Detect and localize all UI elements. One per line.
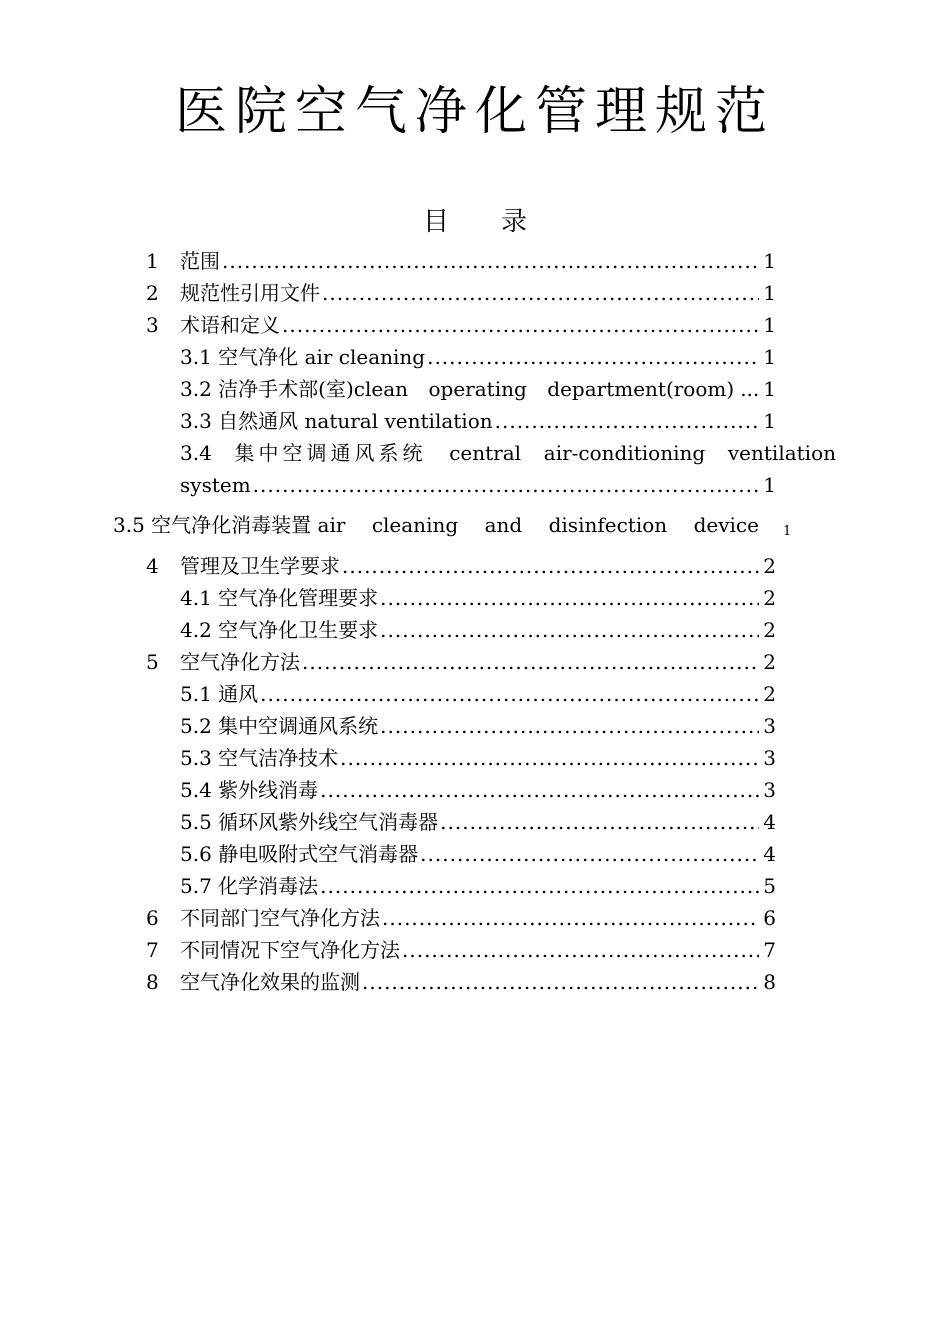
toc-entry-word: operating bbox=[428, 377, 527, 401]
toc-leader-dots bbox=[440, 806, 759, 838]
toc-entry-number: 2 bbox=[146, 281, 159, 305]
toc-entry-page: 2 bbox=[763, 554, 776, 578]
toc-entry-page: 1 bbox=[763, 409, 776, 433]
toc-entry-title: 通风 bbox=[218, 682, 259, 706]
toc-leader-dots bbox=[222, 245, 759, 277]
toc-entry[interactable] bbox=[180, 582, 776, 614]
toc-leader-dots bbox=[340, 742, 759, 774]
toc-entry-title: 静电吸附式空气消毒器 bbox=[218, 842, 419, 866]
toc-entry-title: 集中空调通风系统 bbox=[218, 714, 379, 738]
toc-entry[interactable] bbox=[180, 614, 776, 646]
toc-leader-dots bbox=[495, 405, 760, 437]
toc-entry-word: department(room) bbox=[547, 377, 735, 401]
toc-entry-number: 3 bbox=[146, 313, 159, 337]
toc-leader-dots bbox=[282, 309, 759, 341]
toc-heading-char-1: 目 bbox=[422, 207, 449, 237]
toc-entry-number: 3.1 bbox=[180, 345, 212, 369]
toc-entry-number: 3.3 bbox=[180, 409, 212, 433]
toc-entry-number: 4.1 bbox=[180, 586, 212, 610]
toc-entry-label: 术语和定义 bbox=[180, 313, 280, 337]
toc-leader-dots: ... bbox=[740, 377, 760, 401]
toc-leader-dots bbox=[382, 902, 759, 934]
toc-entry-page: 2 bbox=[763, 586, 776, 610]
toc-entry-title: 化学消毒法 bbox=[218, 874, 319, 898]
toc-heading bbox=[0, 204, 950, 240]
toc-entry-number: 8 bbox=[146, 970, 159, 994]
toc-entry-label: 规范性引用文件 bbox=[180, 281, 320, 305]
toc-entry-label bbox=[180, 373, 734, 405]
toc-entry-title: 空气洁净技术 bbox=[218, 746, 339, 770]
toc-entry-label bbox=[180, 806, 438, 838]
toc-entry[interactable] bbox=[146, 966, 776, 998]
toc-entry-number: 5.5 bbox=[180, 810, 212, 834]
toc-entry[interactable] bbox=[146, 277, 776, 309]
toc-entry-label bbox=[180, 710, 378, 742]
toc-entry[interactable] bbox=[180, 838, 776, 870]
toc-entry-title: 紫外线消毒 bbox=[218, 778, 319, 802]
toc-entry-label: 管理及卫生学要求 bbox=[180, 554, 340, 578]
toc-entry[interactable] bbox=[146, 934, 776, 966]
toc-entry-page: 1 bbox=[763, 377, 776, 401]
toc-entry-label bbox=[180, 341, 425, 373]
toc-entry-number: 7 bbox=[146, 938, 159, 962]
toc-entry-page: 1 bbox=[783, 524, 792, 539]
toc-entry-word: ventilation bbox=[727, 441, 836, 465]
toc-entry-page: 2 bbox=[763, 650, 776, 674]
toc-entry-label bbox=[180, 838, 418, 870]
toc-entry-page: 2 bbox=[763, 618, 776, 642]
toc-leader-dots bbox=[302, 646, 759, 678]
toc-leader-dots bbox=[320, 774, 759, 806]
toc-leader-dots bbox=[380, 710, 759, 742]
toc-entry-label bbox=[180, 774, 318, 806]
toc-entry-title: 空气净化卫生要求 bbox=[218, 618, 379, 642]
toc-entry-continuation[interactable] bbox=[180, 469, 776, 501]
toc-entry-number: 5.6 bbox=[180, 842, 212, 866]
toc-entry-page: 2 bbox=[763, 682, 776, 706]
toc-entry-number: 5.1 bbox=[180, 682, 212, 706]
toc-entry-label bbox=[180, 582, 378, 614]
toc-entry-label: 不同情况下空气净化方法 bbox=[180, 938, 400, 962]
toc-entry-page: 4 bbox=[763, 842, 776, 866]
toc-entry-number: 5.2 bbox=[180, 714, 212, 738]
toc-heading-char-2: 录 bbox=[501, 207, 528, 237]
toc-entry-number: 5 bbox=[146, 650, 159, 674]
toc-entry-number: 1 bbox=[146, 249, 159, 273]
toc-entry-page: 3 bbox=[763, 778, 776, 802]
toc-entry-page: 7 bbox=[763, 938, 776, 962]
toc-entry-title: 自然通风 natural ventilation bbox=[218, 409, 493, 433]
toc-entry-page: 4 bbox=[763, 810, 776, 834]
toc-entry-label: 空气净化效果的监测 bbox=[180, 970, 360, 994]
toc-entry-page: 3 bbox=[763, 746, 776, 770]
toc-entry-word: cleaning bbox=[371, 513, 459, 537]
toc-entry-label: 不同部门空气净化方法 bbox=[180, 906, 380, 930]
toc-leader-dots bbox=[322, 277, 759, 309]
toc-entry-number: 4.2 bbox=[180, 618, 212, 642]
toc-leader-dots bbox=[402, 934, 759, 966]
toc-entry[interactable] bbox=[146, 550, 776, 582]
toc-entry-word: and bbox=[484, 513, 523, 537]
document-title: 医院空气净化管理规范 bbox=[174, 82, 775, 142]
toc-entry-word: 集中空调通风系统 bbox=[234, 441, 427, 465]
toc-entry[interactable] bbox=[180, 806, 776, 838]
toc-entry-title: 空气净化 air cleaning bbox=[218, 345, 426, 369]
toc-entry-page: 6 bbox=[763, 906, 776, 930]
toc-leader-dots bbox=[427, 341, 759, 373]
toc-leader-dots bbox=[420, 838, 759, 870]
toc-entry-label bbox=[180, 870, 318, 902]
toc-leader-dots bbox=[362, 966, 759, 998]
toc-entry[interactable] bbox=[180, 437, 836, 469]
toc-entry-number: 4 bbox=[146, 554, 159, 578]
toc-entry-label bbox=[180, 742, 338, 774]
toc-entry-number: 6 bbox=[146, 906, 159, 930]
toc-leader-dots bbox=[380, 614, 759, 646]
toc-entry-label: system bbox=[180, 473, 251, 497]
toc-entry-page: 8 bbox=[763, 970, 776, 994]
toc-entry-page: 5 bbox=[763, 874, 776, 898]
toc-entry-page: 1 bbox=[763, 313, 776, 337]
toc-entry-page: 1 bbox=[763, 281, 776, 305]
toc-entry[interactable] bbox=[180, 678, 776, 710]
toc-entry[interactable] bbox=[146, 309, 776, 341]
toc-entry[interactable] bbox=[180, 405, 776, 437]
toc-entry-label: 空气净化方法 bbox=[180, 650, 300, 674]
toc-entry-label bbox=[180, 614, 378, 646]
toc-entry-word: 3.2 洁净手术部(室)clean bbox=[180, 377, 409, 401]
toc-entry-label: 范围 bbox=[180, 249, 220, 273]
toc-leader-dots bbox=[253, 469, 760, 501]
toc-entry-page: 1 bbox=[763, 473, 776, 497]
toc-entry-word: air-conditioning bbox=[543, 441, 706, 465]
toc-leader-dots bbox=[380, 582, 759, 614]
toc-entry[interactable] bbox=[146, 245, 776, 277]
toc-entry[interactable] bbox=[146, 902, 776, 934]
toc-entry[interactable] bbox=[180, 710, 776, 742]
toc-entry[interactable] bbox=[180, 774, 776, 806]
toc-entry-label bbox=[180, 405, 493, 437]
toc-entry-page: 1 bbox=[763, 345, 776, 369]
toc-entry[interactable] bbox=[180, 742, 776, 774]
toc-entry-word: device bbox=[693, 513, 759, 537]
toc-entry[interactable] bbox=[180, 373, 776, 405]
toc-entry-word: 3.5 空气净化消毒装置 air bbox=[113, 513, 346, 537]
toc-entry-number: 3.4 bbox=[180, 441, 212, 465]
toc-entry[interactable] bbox=[180, 870, 776, 902]
toc-entry-word: disinfection bbox=[548, 513, 668, 537]
toc-entry-title: 空气净化管理要求 bbox=[218, 586, 379, 610]
toc-entry[interactable] bbox=[113, 509, 759, 541]
toc-entry-page: 3 bbox=[763, 714, 776, 738]
toc-entry-number: 5.7 bbox=[180, 874, 212, 898]
toc-entry[interactable] bbox=[180, 341, 776, 373]
toc-entry-title: 循环风紫外线空气消毒器 bbox=[218, 810, 439, 834]
toc-leader-dots bbox=[342, 550, 759, 582]
toc-leader-dots bbox=[320, 870, 759, 902]
toc-leader-dots bbox=[260, 678, 759, 710]
toc-entry[interactable] bbox=[146, 646, 776, 678]
toc-entry-number: 5.4 bbox=[180, 778, 212, 802]
toc-entry-page: 1 bbox=[763, 249, 776, 273]
toc-entry-word: central bbox=[449, 441, 522, 465]
toc-entry-label bbox=[180, 678, 258, 710]
toc-entry-number: 5.3 bbox=[180, 746, 212, 770]
